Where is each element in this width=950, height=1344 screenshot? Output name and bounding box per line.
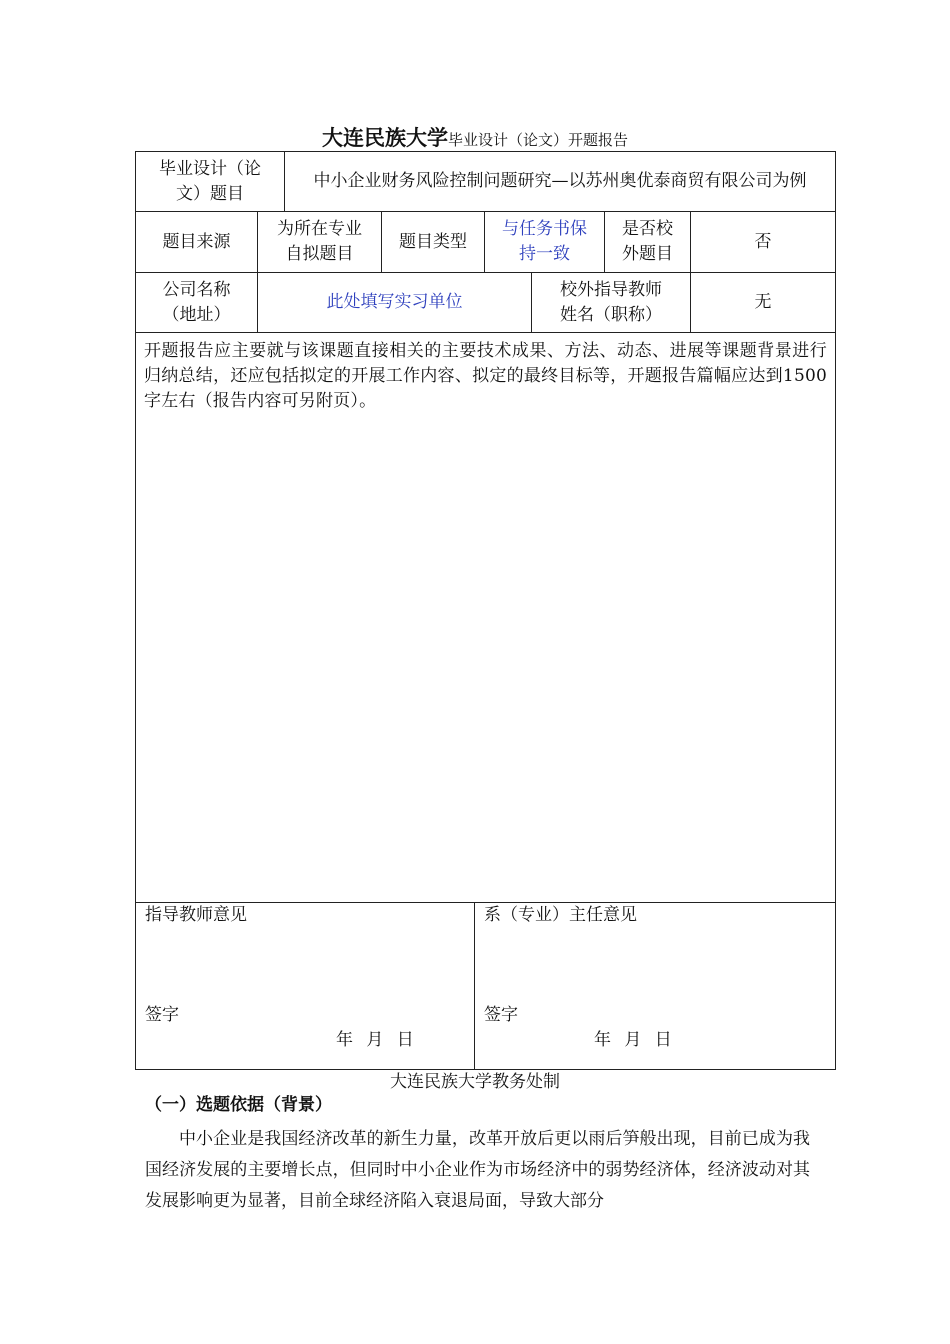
- company-label-cell: [135, 272, 258, 333]
- form-type: 毕业设计（论文）开题报告: [447, 131, 628, 149]
- advisor-opinion-title: 指导教师意见: [145, 905, 247, 925]
- advisor-date-label: 年 月 日: [336, 1030, 414, 1050]
- advisor-value-cell: [690, 272, 836, 333]
- form-title: [0, 124, 950, 154]
- external-label: 是否校外题目: [622, 219, 673, 264]
- external-value: 否: [754, 231, 772, 252]
- source-label: 题目来源: [162, 231, 231, 252]
- company-value-cell: [257, 272, 532, 333]
- section-heading: （一）选题依据（背景）: [145, 1095, 332, 1115]
- external-label-cell: [604, 211, 691, 273]
- source-value: 为所在专业自拟题目: [277, 219, 362, 264]
- dept-opinion-title: 系（专业）主任意见: [484, 905, 637, 925]
- topic-label: 毕业设计（论文）题目: [159, 158, 261, 204]
- topic-value-cell: [284, 151, 836, 212]
- topic-value: 中小企业财务风险控制问题研究—以苏州奥优泰商贸有限公司为例: [313, 171, 807, 191]
- topic-label-cell: [135, 151, 285, 212]
- type-label: 题目类型: [399, 231, 467, 252]
- external-value-cell: [690, 211, 836, 273]
- section-paragraph: 中小企业是我国经济改革的新生力量，改革开放后更以雨后笋般出现，目前已成为我国经济发展的主要增长点，但同时中小企业作为市场经济中的弱势经济体，经济波动对其发展影响更为显著，目前全球经济陷入衰退局面，导致大部分: [145, 1129, 810, 1211]
- dept-date-label: 年 月 日: [594, 1030, 672, 1050]
- university-name: 大连民族大学: [321, 126, 448, 150]
- company-value: 此处填写实习单位: [326, 292, 463, 312]
- advisor-sign-label: 签字: [145, 1005, 179, 1025]
- report-content-cell: [135, 332, 836, 903]
- dept-sign-label: 签字: [484, 1005, 518, 1025]
- type-value-cell: [484, 211, 605, 273]
- issuer-footer: 大连民族大学教务处制: [390, 1072, 560, 1092]
- report-instruction: 开题报告应主要就与该课题直接相关的主要技术成果、方法、动态、进展等课题背景进行归纳总结，还应包括拟定的开展工作内容、拟定的最终目标等，开题报告篇幅应达到1500字左右（报告内容可另附页）。: [144, 341, 827, 411]
- type-label-cell: [381, 211, 485, 273]
- type-value: 与任务书保持一致: [502, 219, 587, 264]
- source-value-cell: [257, 211, 382, 273]
- company-label: 公司名称（地址）: [162, 279, 231, 325]
- advisor-label-cell: [531, 272, 691, 333]
- advisor-label: 校外指导教师姓名（职称）: [560, 279, 662, 325]
- advisor-value: 无: [754, 292, 772, 312]
- source-label-cell: [135, 211, 258, 273]
